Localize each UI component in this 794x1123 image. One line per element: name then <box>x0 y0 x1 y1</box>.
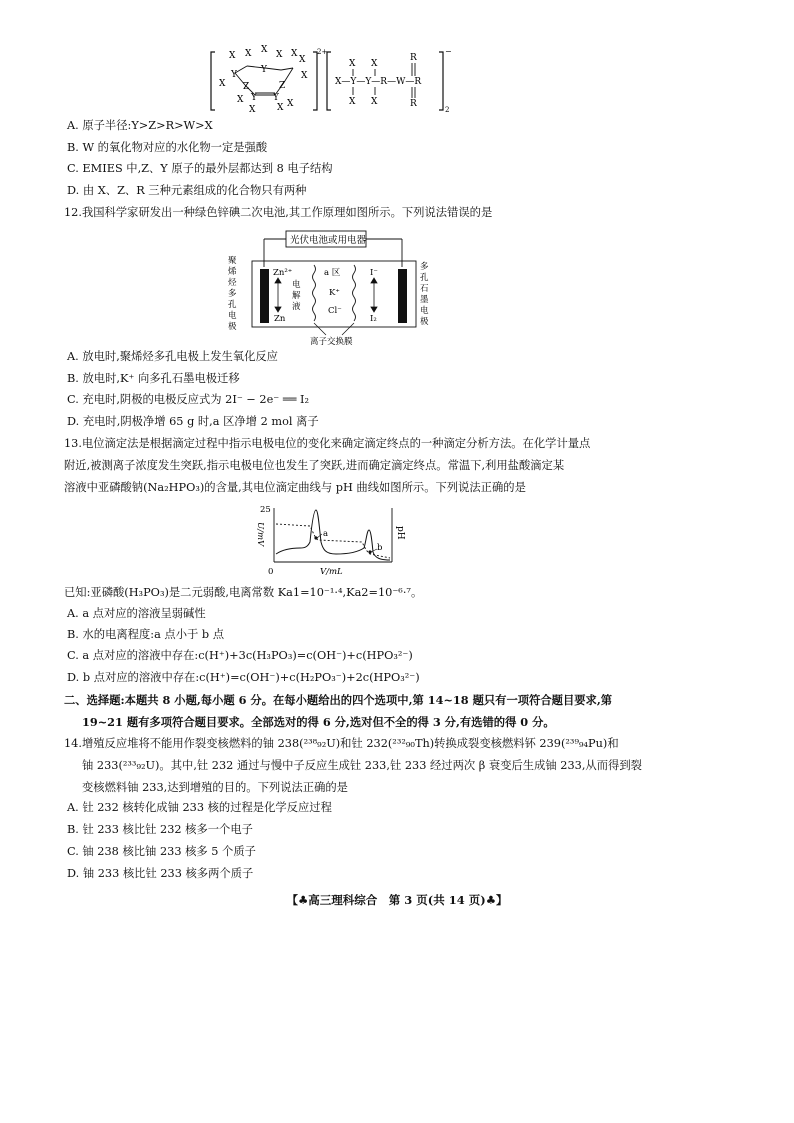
q11-option-b: B. W 的氧化物对应的水化物一定是强酸 <box>67 141 268 154</box>
q14-stem-line-3: 变核燃料铀 233,达到增殖的目的。下列说法正确的是 <box>82 781 348 794</box>
section2-line-1: 二、选择题:本题共 8 小题,每小题 6 分。在每小题给出的四个选项中,第 14~18 题只有一项符合题目要求,第 <box>64 693 613 707</box>
struct-z: Z <box>243 82 250 92</box>
q13-option-b: B. 水的电离程度:a 点小于 b 点 <box>67 628 224 641</box>
iodide-label: I⁻ <box>370 268 378 278</box>
charge-left: 2+ <box>317 48 328 56</box>
q13-option-d: D. b 点对应的溶液中存在:c(H⁺)=c(OH⁻)+c(H₂PO₃⁻)+2c(HPO₃²⁻) <box>67 671 420 684</box>
struct-x: X <box>249 105 256 115</box>
q14-option-b: B. 钍 233 核比钍 232 核多一个电子 <box>67 823 253 836</box>
struct-x: X <box>276 50 283 60</box>
struct-x: X <box>277 103 284 113</box>
cl-label: Cl⁻ <box>328 306 342 316</box>
region-a-label: a 区 <box>324 268 341 278</box>
q11-option-d: D. 由 X、Z、R 三种元素组成的化合物只有两种 <box>67 184 307 197</box>
q13-stem-line-1: 13.电位滴定法是根据滴定过程中指示电极电位的变化来确定滴定终点的一种滴定分析方法。在化学计量点 <box>64 437 591 450</box>
q14-stem-line-1: 14.增殖反应堆将不能用作裂变核燃料的铀 238(²³⁸₉₂U)和钍 232(²³²₉₀Th)转换成裂变核燃料钚 239(²³⁹₉₄Pu)和 <box>64 737 619 750</box>
struct-x: X <box>245 49 252 59</box>
y-axis-label: U/mV <box>255 522 265 547</box>
y-tick-top: 25 <box>260 505 271 515</box>
struct-x: X <box>237 95 244 105</box>
right-electrode <box>398 269 407 323</box>
page-footer: 【♣高三理科综合 第 3 页(共 14 页)♣】 <box>286 893 508 907</box>
left-electrode <box>260 269 269 323</box>
electrolyte-label <box>292 279 301 312</box>
struct-chain: X—Y—Y—R—W—R <box>335 77 422 87</box>
struct-x: X <box>349 59 356 69</box>
struct-subscript: 2 <box>445 106 450 114</box>
top-box-label: 光伏电池或用电器 <box>290 235 367 246</box>
zn2-label: Zn²⁺ <box>273 268 293 278</box>
q13-option-a: A. a 点对应的溶液呈弱碱性 <box>67 607 206 620</box>
zn-label: Zn <box>274 314 286 324</box>
y2-axis-label: pH <box>395 526 405 540</box>
q12-option-c: C. 充电时,阴极的电极反应式为 2I⁻ − 2e⁻ ══ I₂ <box>67 393 310 406</box>
q12-option-a: A. 放电时,聚烯烃多孔电极上发生氧化反应 <box>67 350 278 363</box>
x-axis-label: V/mL <box>320 567 343 577</box>
titration-chart <box>246 502 416 578</box>
struct-y: Y <box>273 93 279 103</box>
struct-z: Z <box>279 81 286 91</box>
struct-x: X <box>371 59 378 69</box>
struct-x: X <box>349 97 356 107</box>
q12-option-d: D. 充电时,阴极净增 65 g 时,a 区净增 2 mol 离子 <box>67 415 319 428</box>
struct-x: X <box>219 79 226 89</box>
q11-option-a: A. 原子半径:Y>Z>R>W>X <box>67 119 213 132</box>
q13-stem-line-3: 溶液中亚磷酸钠(Na₂HPO₃)的含量,其电位滴定曲线与 pH 曲线如图所示。下列说法正确的是 <box>64 481 526 494</box>
q12-option-b: B. 放电时,K⁺ 向多孔石墨电极迁移 <box>67 372 240 385</box>
struct-y: Y <box>231 70 237 80</box>
origin-label: 0 <box>268 567 274 577</box>
potential-curve <box>276 510 390 560</box>
battery-diagram <box>226 225 446 347</box>
q14-option-c: C. 铀 238 核比铀 233 核多 5 个质子 <box>67 845 256 858</box>
left-electrode-label: 聚烯烃多孔电极 <box>228 256 237 332</box>
struct-y: Y <box>251 93 257 103</box>
struct-r: R <box>410 53 417 63</box>
q13-option-c: C. a 点对应的溶液中存在:c(H⁺)+3c(H₃PO₃)=c(OH⁻)+c(HPO₃²⁻) <box>67 649 413 662</box>
right-electrode-label: 多孔石墨电极 <box>420 262 429 327</box>
iodine-label: I₂ <box>370 314 377 324</box>
q11-option-c: C. EMIES 中,Z、Y 原子的最外层都达到 8 电子结构 <box>67 162 333 175</box>
q14-stem-line-2: 铀 233(²³³₉₂U)。其中,钍 232 通过与慢中子反应生成钍 233,钍 233 经过两次 β 衰变后生成铀 233,从而得到裂 <box>82 759 642 772</box>
q14-option-a: A. 钍 232 核转化成铀 233 核的过程是化学反应过程 <box>67 801 332 814</box>
q11-structure-figure <box>205 40 465 118</box>
q13-known: 已知:亚磷酸(H₃PO₃)是二元弱酸,电离常数 Ka1=10⁻¹·⁴,Ka2=10⁻⁶·⁷。 <box>64 586 423 599</box>
k-label: K⁺ <box>329 288 340 298</box>
struct-x: X <box>371 97 378 107</box>
point-b-label: b <box>377 543 383 553</box>
struct-x: X <box>261 45 268 55</box>
charge-right: − <box>445 47 452 56</box>
struct-y: Y <box>261 65 267 75</box>
struct-x: X <box>301 71 308 81</box>
struct-x: X <box>229 51 236 61</box>
q13-stem-line-2: 附近,被测离子浓度发生突跃,指示电极电位也发生了突跃,进而确定滴定终点。常温下,利用盐酸滴定某 <box>64 459 565 472</box>
point-a-label: a <box>323 529 329 539</box>
struct-x: X <box>291 49 298 59</box>
q14-option-d: D. 铀 233 核比钍 233 核多两个质子 <box>67 867 254 880</box>
struct-r: R <box>410 99 417 109</box>
membrane-label: 离子交换膜 <box>310 337 353 347</box>
struct-x: X <box>287 99 294 109</box>
section2-line-2: 19~21 题有多项符合题目要求。全部选对的得 6 分,选对但不全的得 3 分,有选错的得 0 分。 <box>82 715 555 729</box>
q12-stem: 12.我国科学家研发出一种绿色锌碘二次电池,其工作原理如图所示。下列说法错误的是 <box>64 206 493 219</box>
svg-text:电解液: 电解液 <box>292 280 301 312</box>
struct-x: X <box>299 55 306 65</box>
